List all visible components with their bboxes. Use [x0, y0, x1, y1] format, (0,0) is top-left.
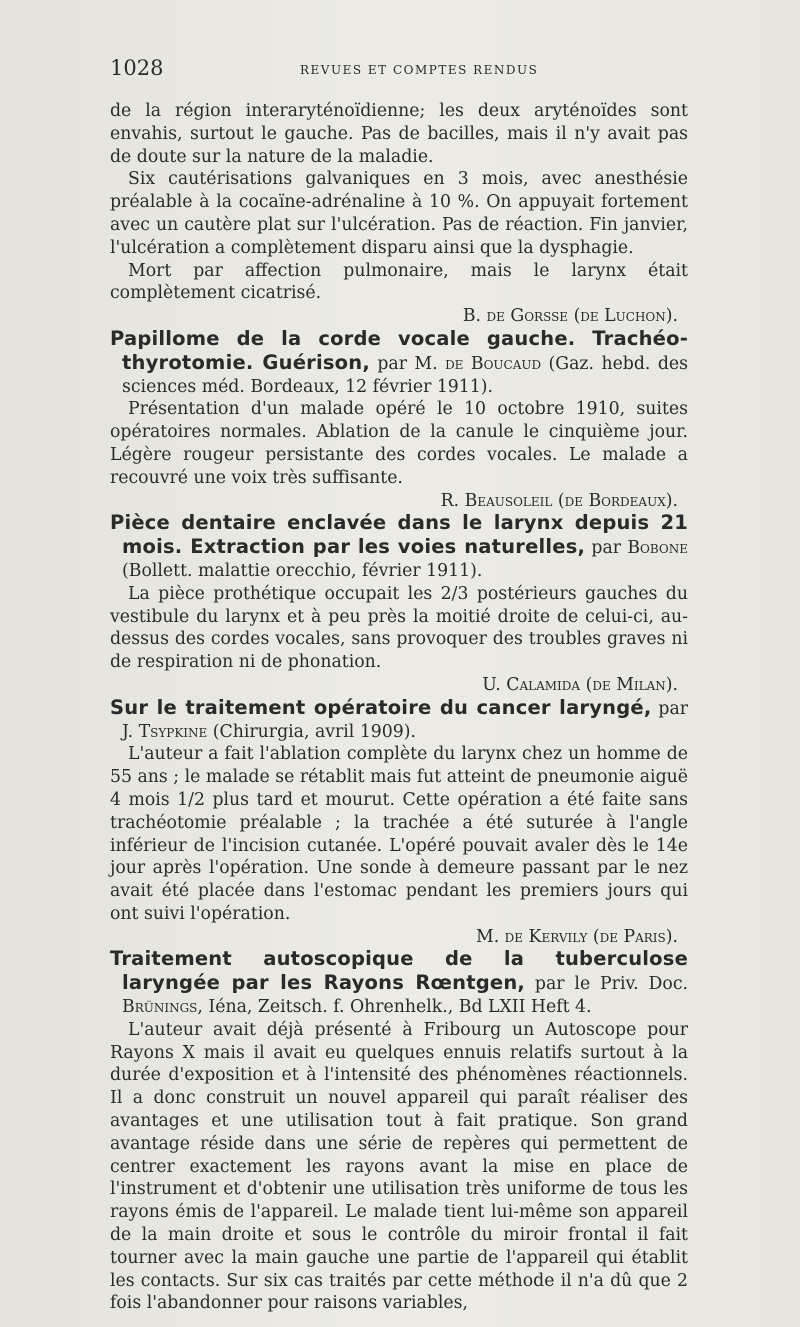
article5-reference: , Iéna, Zeitsch. f. Ohrenhelk., Bd LXII Heft 4. — [197, 997, 592, 1018]
article5-paragraph-1: L'auteur avait déjà présenté à Fribourg un Autoscope pour Rayons X mais il avait eu quelques ennuis relatifs surtout à la durée d'exposition et à l'intensité des phénomènes réactionnels. Il a donc construit un nouvel appareil qui paraît réaliser des avantages et une utilisation tout à fait pratique. Son grand avantage réside dans une série de repères qui permettent de centrer exactement les rayons avant la mise en place de l'instrument et d'obtenir une utilisation très uniforme de tous les rayons émis de l'appareil. Le malade tient lui-même son appareil de la main droite et sous le contrôle du miroir frontal il fait tourner avec la main gauche une partie de l'appareil qui établit les contacts. Sur six cas traités par cette méthode il n'a dû que 2 fois l'abandonner pour raisons variables, — [110, 1019, 688, 1314]
article4-author: Tsypkine — [138, 721, 208, 742]
article5-heading — [110, 948, 688, 1018]
article2-signature: R. Beausoleil (de Bordeaux). — [440, 490, 678, 511]
article5-by: par le Priv. Doc. — [525, 974, 688, 995]
article3-title: Pièce dentaire enclavée dans le larynx depuis 21 mois. Extraction par les voies naturelles, — [110, 511, 688, 559]
article3-reference: (Bollett. malattie orecchio, février 1911). — [122, 560, 483, 581]
article4-title: Sur le traitement opératoire du cancer laryngé, — [110, 695, 652, 719]
article5-title: Traitement autoscopique de la tuberculose laryngée par les Rayons Rœntgen, — [110, 947, 688, 995]
article1-paragraph-2: Six cautérisations galvaniques en 3 mois, avec anesthésie préalable à la cocaïne-adrénaline à 10 %. On appuyait fortement avec un cautère plat sur l'ulcération. Pas de réaction. Fin janvier, l'ulcération a complètement disparu ainsi que la dysphagie. — [110, 169, 688, 258]
article1-signature: B. de Gorsse (de Luchon). — [462, 306, 678, 327]
page-number: 1028 — [110, 56, 164, 80]
article4-reference: (Chirurgia, avril 1909). — [207, 721, 417, 742]
running-title: REVUES ET COMPTES RENDUS — [300, 63, 539, 77]
article2-paragraph-1: Présentation d'un malade opéré le 10 octobre 1910, suites opératoires normales. Ablation de la canule le cinquième jour. Légère rougeur persistante des cordes vocales. Le malade a recouvré une voix très suffisante. — [110, 399, 688, 488]
article4-by: par J. — [122, 698, 689, 742]
article2-author: de Boucaud — [445, 353, 542, 374]
article4-paragraph-1: L'auteur a fait l'ablation complète du larynx chez un homme de 55 ans ; le malade se rétablit mais fut atteint de pneumonie aiguë 4 mois 1/2 plus tard et mourut. Cette opération a été faite sans trachéotomie préalable ; la trachée a été suturée à l'angle inférieur de l'incision cutanée. L'opéré pouvait avaler dès le 14e jour après l'opération. Une sonde à demeure passant par le nez avait été placée dans l'estomac pendant les premiers jours qui ont suivi l'opération. — [110, 744, 688, 924]
article3-author: Bobone — [627, 538, 688, 559]
article4-heading — [110, 697, 688, 744]
article4-signature: M. de Kervily (de Paris). — [476, 926, 678, 947]
article2-heading — [110, 328, 688, 398]
article1-paragraph-3: Mort par affection pulmonaire, mais le larynx était complètement cicatrisé. — [110, 260, 688, 304]
article5-author: Brünings — [122, 997, 198, 1018]
page-body — [110, 100, 688, 1315]
article2-reference: (Gaz. hebd. des sciences méd. Bordeaux, 12 février 1911). — [122, 353, 689, 397]
article3-paragraph-1: La pièce prothétique occupait les 2/3 postérieurs gauches du vestibule du larynx et à peu près la moitié droite de celui-ci, au-dessus des cordes vocales, sans provoquer des troubles graves ni de respiration ni de phonation. — [110, 583, 688, 673]
article3-signature: U. Calamida (de Milan). — [482, 674, 678, 695]
article3-by: par — [585, 538, 628, 559]
article1-paragraph-1: de la région interaryténoïdienne; les deux aryténoïdes sont envahis, surtout le gauche. Pas de bacilles, mais il n'y avait pas de doute sur la nature de la maladie. — [110, 101, 688, 167]
article3-heading — [110, 512, 688, 582]
article2-by: par M. — [369, 353, 446, 374]
article2-title: Papillome de la corde vocale gauche. Trachéo-thyrotomie. Guérison, — [110, 326, 688, 374]
page-header — [110, 56, 688, 84]
